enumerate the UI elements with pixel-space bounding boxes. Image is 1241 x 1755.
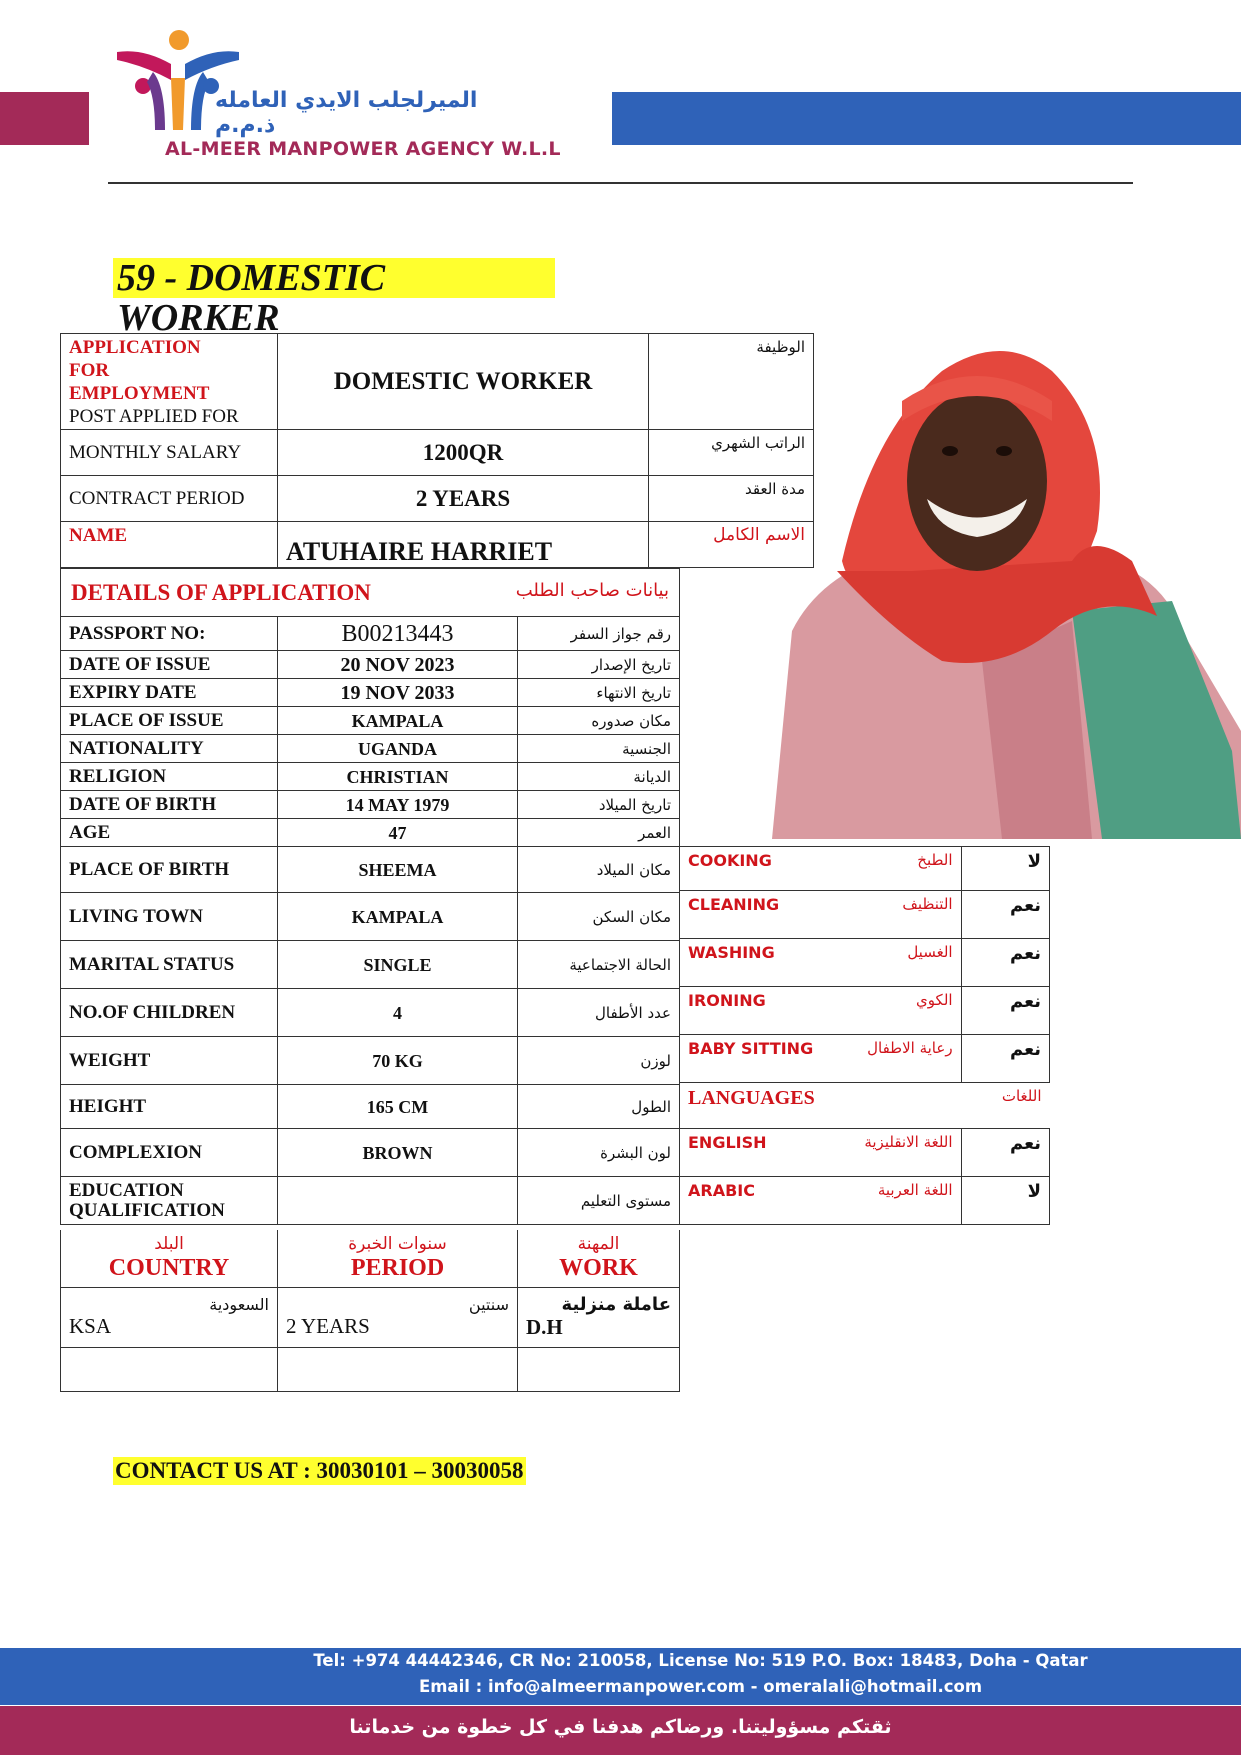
exp-header-period: سنوات الخبرة PERIOD <box>278 1230 518 1287</box>
details-header-arabic: بيانات صاحب الطلب <box>515 579 669 601</box>
details-row <box>61 707 680 735</box>
details-label-arabic: مكان الميلاد <box>518 847 680 893</box>
details-label-arabic: عدد الأطفال <box>518 989 680 1037</box>
details-row <box>61 819 680 847</box>
details-label: AGE <box>61 819 278 847</box>
skill-label: IRONING <box>688 991 766 1010</box>
language-label: ARABIC <box>688 1181 755 1200</box>
language-cell <box>680 1129 961 1177</box>
details-label-arabic: الديانة <box>518 763 680 791</box>
contract-value: 2 YEARS <box>278 476 649 522</box>
footer-slogan: ثقتكم مسؤوليتنا. ورضاكم هدفنا في كل خطوة من خدماتنا <box>349 1716 892 1738</box>
details-row <box>61 735 680 763</box>
post-value: DOMESTIC WORKER <box>278 334 649 430</box>
name-label-arabic: الاسم الكامل <box>649 522 814 568</box>
skill-label: CLEANING <box>688 895 780 914</box>
skill-label-arabic: الطبخ <box>917 851 953 869</box>
details-value: SINGLE <box>278 941 518 989</box>
exp-header-work: المهنة WORK <box>518 1230 680 1287</box>
details-label-arabic: رقم جواز السفر <box>518 617 680 651</box>
skill-label-arabic: الغسيل <box>907 943 953 961</box>
company-name-arabic: الميرلجلب الايدي العامله ذ.م.م <box>215 88 478 138</box>
page-title: 59 - DOMESTIC WORKER <box>113 258 555 298</box>
details-label-arabic: لون البشرة <box>518 1129 680 1177</box>
details-label: DATE OF ISSUE <box>61 651 278 679</box>
details-label: NO.OF CHILDREN <box>61 989 278 1037</box>
details-label: PLACE OF BIRTH <box>61 847 278 893</box>
contract-label-arabic: مدة العقد <box>649 476 814 522</box>
language-answer: نعم <box>961 1129 1049 1177</box>
skill-answer: نعم <box>961 987 1049 1035</box>
skill-cell <box>680 847 961 891</box>
details-label-arabic: تاريخ الإصدار <box>518 651 680 679</box>
exp-period-cell: سنتين 2 YEARS <box>278 1287 518 1347</box>
skills-table <box>680 846 1050 1225</box>
name-label: NAME <box>61 522 278 568</box>
details-label-arabic: الحالة الاجتماعية <box>518 941 680 989</box>
salary-value: 1200QR <box>278 430 649 476</box>
details-value: 19 NOV 2033 <box>278 679 518 707</box>
skill-label-arabic: الكوي <box>916 991 953 1009</box>
language-row <box>680 1177 1050 1225</box>
details-label-arabic: الطول <box>518 1085 680 1129</box>
skill-cell <box>680 891 961 939</box>
exp-empty-cell <box>61 1347 278 1391</box>
details-label-arabic: الجنسية <box>518 735 680 763</box>
languages-header-row <box>680 1083 1050 1129</box>
footer-contact-line: Tel: +974 44442346, CR No: 210058, License No: 519 P.O. Box: 18483, Doha - Qatar <box>313 1651 1088 1670</box>
footer-email-line: Email : info@almeermanpower.com - omeralali@hotmail.com <box>418 1677 983 1696</box>
details-value: 165 CM <box>278 1085 518 1129</box>
details-label-arabic: مستوى التعليم <box>518 1177 680 1225</box>
salary-label-arabic: الراتب الشهري <box>649 430 814 476</box>
language-label-arabic: اللغة الانقليزية <box>864 1133 953 1151</box>
details-label: EXPIRY DATE <box>61 679 278 707</box>
name-value: ATUHAIRE HARRIET <box>278 522 649 568</box>
details-row <box>61 1085 680 1129</box>
details-value: 4 <box>278 989 518 1037</box>
skill-answer: نعم <box>961 939 1049 987</box>
applicant-photo <box>752 331 1241 839</box>
details-row <box>61 847 680 893</box>
details-label: RELIGION <box>61 763 278 791</box>
details-value: KAMPALA <box>278 707 518 735</box>
details-table <box>60 568 680 1225</box>
details-label-arabic: تاريخ الميلاد <box>518 791 680 819</box>
header-blue-bar <box>612 92 1241 145</box>
details-label-arabic: مكان السكن <box>518 893 680 941</box>
details-header-english: DETAILS OF APPLICATION <box>71 579 371 605</box>
skill-answer: نعم <box>961 891 1049 939</box>
language-label-arabic: اللغة العربية <box>877 1181 953 1199</box>
details-value: B00213443 <box>278 617 518 651</box>
contact-line: CONTACT US AT : 30030101 – 30030058 <box>115 1458 524 1483</box>
details-row <box>61 1129 680 1177</box>
details-value: CHRISTIAN <box>278 763 518 791</box>
salary-label: MONTHLY SALARY <box>61 430 278 476</box>
languages-header <box>680 1083 1050 1129</box>
details-row <box>61 791 680 819</box>
exp-country-cell: السعودية KSA <box>61 1287 278 1347</box>
details-header <box>61 569 680 617</box>
skill-row <box>680 987 1050 1035</box>
details-row <box>61 651 680 679</box>
details-row <box>61 679 680 707</box>
exp-header-country: البلد COUNTRY <box>61 1230 278 1287</box>
details-row <box>61 1037 680 1085</box>
language-cell <box>680 1177 961 1225</box>
details-label: PASSPORT NO: <box>61 617 278 651</box>
skill-label: WASHING <box>688 943 775 962</box>
exp-empty-cell <box>278 1347 518 1391</box>
skill-cell <box>680 939 961 987</box>
post-applied-label: POST APPLIED FOR <box>69 405 239 427</box>
contract-label: CONTRACT PERIOD <box>61 476 278 522</box>
details-label-arabic: لوزن <box>518 1037 680 1085</box>
details-label: WEIGHT <box>61 1037 278 1085</box>
details-row <box>61 763 680 791</box>
details-label: PLACE OF ISSUE <box>61 707 278 735</box>
skill-answer: لا <box>961 847 1049 891</box>
skill-answer: نعم <box>961 1035 1049 1083</box>
skill-row <box>680 891 1050 939</box>
details-label: NATIONALITY <box>61 735 278 763</box>
exp-empty-cell <box>518 1347 680 1391</box>
application-for-employment-label: APPLICATION FOR EMPLOYMENT <box>69 336 210 404</box>
details-label-arabic: العمر <box>518 819 680 847</box>
details-value: SHEEMA <box>278 847 518 893</box>
exp-work-cell: عاملة منزلية D.H <box>518 1287 680 1347</box>
details-value <box>278 1177 518 1225</box>
details-value: 47 <box>278 819 518 847</box>
skill-label: BABY SITTING <box>688 1039 814 1058</box>
details-label: MARITAL STATUS <box>61 941 278 989</box>
details-label-arabic: مكان صدوره <box>518 707 680 735</box>
details-label-arabic: تاريخ الانتهاء <box>518 679 680 707</box>
languages-header-arabic: اللغات <box>1001 1087 1042 1105</box>
language-row <box>680 1129 1050 1177</box>
header-maroon-bar <box>0 92 89 145</box>
details-row <box>61 941 680 989</box>
header-divider <box>108 182 1133 184</box>
skill-label-arabic: رعاية الاطفال <box>867 1039 953 1057</box>
details-label: COMPLEXION <box>61 1129 278 1177</box>
details-row <box>61 1177 680 1225</box>
experience-table <box>60 1230 680 1392</box>
details-label: HEIGHT <box>61 1085 278 1129</box>
details-value: BROWN <box>278 1129 518 1177</box>
details-label: DATE OF BIRTH <box>61 791 278 819</box>
skill-row <box>680 939 1050 987</box>
languages-header-english: LANGUAGES <box>688 1087 815 1109</box>
details-row <box>61 989 680 1037</box>
skill-cell <box>680 987 961 1035</box>
language-answer: لا <box>961 1177 1049 1225</box>
details-value: 70 KG <box>278 1037 518 1085</box>
skill-label: COOKING <box>688 851 772 870</box>
application-table <box>60 333 814 568</box>
skill-cell <box>680 1035 961 1083</box>
details-row <box>61 893 680 941</box>
details-row <box>61 617 680 651</box>
post-label-arabic: الوظيفة <box>649 334 814 430</box>
post-label-cell <box>61 334 278 430</box>
details-value: 14 MAY 1979 <box>278 791 518 819</box>
details-label: EDUCATION QUALIFICATION <box>61 1177 278 1225</box>
company-name-english: AL-MEER MANPOWER AGENCY W.L.L <box>165 138 561 160</box>
skill-label-arabic: التنظيف <box>902 895 953 913</box>
details-value: 20 NOV 2023 <box>278 651 518 679</box>
language-label: ENGLISH <box>688 1133 767 1152</box>
skill-row <box>680 847 1050 891</box>
details-value: KAMPALA <box>278 893 518 941</box>
skill-row <box>680 1035 1050 1083</box>
details-label: LIVING TOWN <box>61 893 278 941</box>
details-value: UGANDA <box>278 735 518 763</box>
